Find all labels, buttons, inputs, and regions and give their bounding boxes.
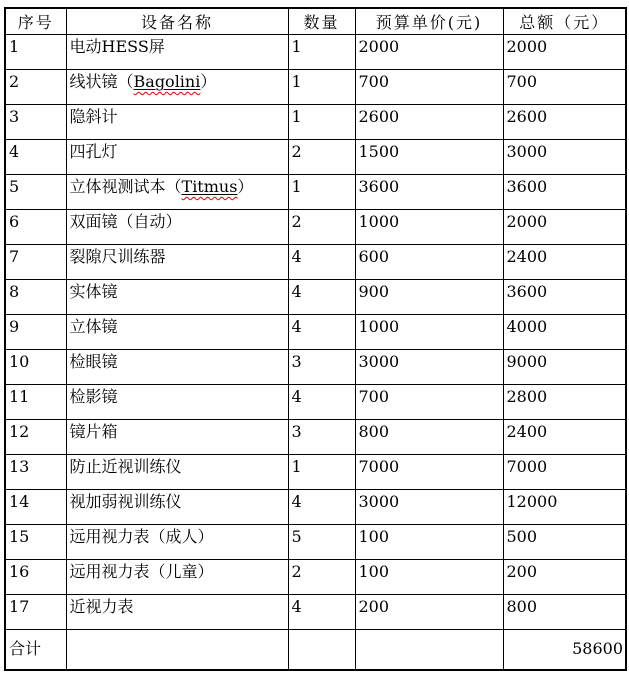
col-header-no: 序号 — [5, 8, 66, 35]
equipment-name-latin: Titmus — [181, 177, 238, 196]
equipment-name-text: 四孔灯 — [69, 142, 118, 161]
total-cell: 7000 — [503, 455, 626, 490]
equipment-name-text: 近视力表 — [69, 597, 134, 616]
header-row — [5, 8, 626, 35]
total-cell: 3000 — [503, 140, 626, 175]
unit-price-cell: 100 — [355, 525, 503, 560]
equipment-name-text: 线状镜（ — [69, 72, 134, 91]
equipment-name-text: 远用视力表（成人） — [69, 527, 214, 546]
table-row — [5, 455, 626, 490]
table-row — [5, 175, 626, 210]
equipment-name-cell — [66, 455, 288, 490]
col-header-total: 总额（元） — [503, 8, 626, 35]
unit-price-cell: 1000 — [355, 210, 503, 245]
unit-price-cell: 600 — [355, 245, 503, 280]
unit-price-cell: 900 — [355, 280, 503, 315]
quantity-cell: 2 — [288, 210, 355, 245]
quantity-cell: 1 — [288, 35, 355, 70]
spellcheck-wavy-underline — [182, 177, 238, 196]
table-row — [5, 105, 626, 140]
table-row — [5, 385, 626, 420]
equipment-name-text: 镜片箱 — [69, 422, 118, 441]
unit-price-cell: 200 — [355, 595, 503, 630]
total-row — [5, 630, 626, 670]
row-number-cell: 14 — [5, 490, 66, 525]
total-row-empty-price — [355, 630, 503, 670]
equipment-name-text: 视加弱视训练仪 — [69, 492, 182, 511]
quantity-cell: 1 — [288, 70, 355, 105]
equipment-name-text: 检影镜 — [69, 387, 118, 406]
spellcheck-wavy-underline — [134, 72, 201, 91]
total-cell: 700 — [503, 70, 626, 105]
row-number-cell: 4 — [5, 140, 66, 175]
table-row — [5, 490, 626, 525]
equipment-name-cell — [66, 595, 288, 630]
table-row — [5, 315, 626, 350]
quantity-cell: 1 — [288, 175, 355, 210]
col-header-quantity: 数量 — [288, 8, 355, 35]
equipment-name-text: 立体视测试本（ — [69, 177, 182, 196]
equipment-name-text: 远用视力表（儿童） — [69, 562, 214, 581]
equipment-name-cell — [66, 35, 288, 70]
total-cell: 200 — [503, 560, 626, 595]
quantity-cell: 4 — [288, 385, 355, 420]
total-cell: 2400 — [503, 420, 626, 455]
table-body — [5, 35, 626, 630]
total-cell: 12000 — [503, 490, 626, 525]
equipment-name-cell — [66, 525, 288, 560]
unit-price-cell: 2600 — [355, 105, 503, 140]
row-number-cell: 15 — [5, 525, 66, 560]
equipment-name-cell — [66, 385, 288, 420]
table-row — [5, 35, 626, 70]
equipment-name-text: ） — [237, 177, 254, 196]
equipment-name-text: 实体镜 — [69, 282, 118, 301]
equipment-name-latin: Bagolini — [133, 72, 201, 91]
row-number-cell: 10 — [5, 350, 66, 385]
equipment-name-cell — [66, 280, 288, 315]
unit-price-cell: 700 — [355, 385, 503, 420]
equipment-name-text: 隐斜计 — [69, 107, 118, 126]
equipment-budget-table — [4, 7, 627, 671]
equipment-name-text: ） — [200, 72, 217, 91]
quantity-cell: 4 — [288, 595, 355, 630]
table-row — [5, 70, 626, 105]
row-number-cell: 16 — [5, 560, 66, 595]
equipment-name-cell — [66, 210, 288, 245]
equipment-name-cell — [66, 245, 288, 280]
table-row — [5, 280, 626, 315]
unit-price-cell: 2000 — [355, 35, 503, 70]
total-cell: 4000 — [503, 315, 626, 350]
quantity-cell: 5 — [288, 525, 355, 560]
equipment-name-text: 裂隙尺训练器 — [69, 247, 166, 266]
quantity-cell: 1 — [288, 105, 355, 140]
total-row-empty-qty — [288, 630, 355, 670]
row-number-cell: 5 — [5, 175, 66, 210]
row-number-cell: 8 — [5, 280, 66, 315]
equipment-name-cell — [66, 315, 288, 350]
quantity-cell: 2 — [288, 560, 355, 595]
quantity-cell: 4 — [288, 315, 355, 350]
col-header-equipment-name: 设备名称 — [66, 8, 288, 35]
unit-price-cell: 7000 — [355, 455, 503, 490]
unit-price-cell: 3600 — [355, 175, 503, 210]
quantity-cell: 4 — [288, 245, 355, 280]
quantity-cell: 4 — [288, 280, 355, 315]
table-row — [5, 560, 626, 595]
total-cell: 3600 — [503, 175, 626, 210]
row-number-cell: 1 — [5, 35, 66, 70]
col-header-unit-price: 预算单价(元) — [355, 8, 503, 35]
row-number-cell: 17 — [5, 595, 66, 630]
equipment-name-cell — [66, 420, 288, 455]
row-number-cell: 13 — [5, 455, 66, 490]
total-label: 合计 — [5, 630, 66, 670]
total-cell: 3600 — [503, 280, 626, 315]
table-row — [5, 595, 626, 630]
total-cell: 2600 — [503, 105, 626, 140]
unit-price-cell: 800 — [355, 420, 503, 455]
equipment-name-cell — [66, 560, 288, 595]
equipment-name-text: 检眼镜 — [69, 352, 118, 371]
total-cell: 2400 — [503, 245, 626, 280]
equipment-name-text: 双面镜（自动） — [69, 212, 182, 231]
table-row — [5, 245, 626, 280]
grand-total-value: 58600 — [503, 630, 626, 670]
row-number-cell: 6 — [5, 210, 66, 245]
row-number-cell: 7 — [5, 245, 66, 280]
table-row — [5, 420, 626, 455]
row-number-cell: 3 — [5, 105, 66, 140]
quantity-cell: 2 — [288, 140, 355, 175]
total-cell: 2000 — [503, 35, 626, 70]
table-row — [5, 210, 626, 245]
equipment-name-text: 立体镜 — [69, 317, 118, 336]
total-cell: 800 — [503, 595, 626, 630]
quantity-cell: 3 — [288, 350, 355, 385]
table-row — [5, 140, 626, 175]
quantity-cell: 3 — [288, 420, 355, 455]
unit-price-cell: 1000 — [355, 315, 503, 350]
total-row-empty-name — [66, 630, 288, 670]
equipment-name-cell — [66, 490, 288, 525]
equipment-name-text: 电动HESS屏 — [69, 37, 165, 56]
equipment-name-cell — [66, 350, 288, 385]
unit-price-cell: 700 — [355, 70, 503, 105]
equipment-name-cell — [66, 105, 288, 140]
total-cell: 2000 — [503, 210, 626, 245]
unit-price-cell: 3000 — [355, 490, 503, 525]
quantity-cell: 1 — [288, 455, 355, 490]
equipment-name-cell — [66, 70, 288, 105]
equipment-name-cell — [66, 175, 288, 210]
row-number-cell: 9 — [5, 315, 66, 350]
unit-price-cell: 3000 — [355, 350, 503, 385]
unit-price-cell: 100 — [355, 560, 503, 595]
row-number-cell: 11 — [5, 385, 66, 420]
table-row — [5, 525, 626, 560]
row-number-cell: 2 — [5, 70, 66, 105]
table-row — [5, 350, 626, 385]
total-cell: 500 — [503, 525, 626, 560]
total-cell: 2800 — [503, 385, 626, 420]
equipment-name-text: 防止近视训练仪 — [69, 457, 182, 476]
unit-price-cell: 1500 — [355, 140, 503, 175]
row-number-cell: 12 — [5, 420, 66, 455]
equipment-name-cell — [66, 140, 288, 175]
total-cell: 9000 — [503, 350, 626, 385]
quantity-cell: 4 — [288, 490, 355, 525]
